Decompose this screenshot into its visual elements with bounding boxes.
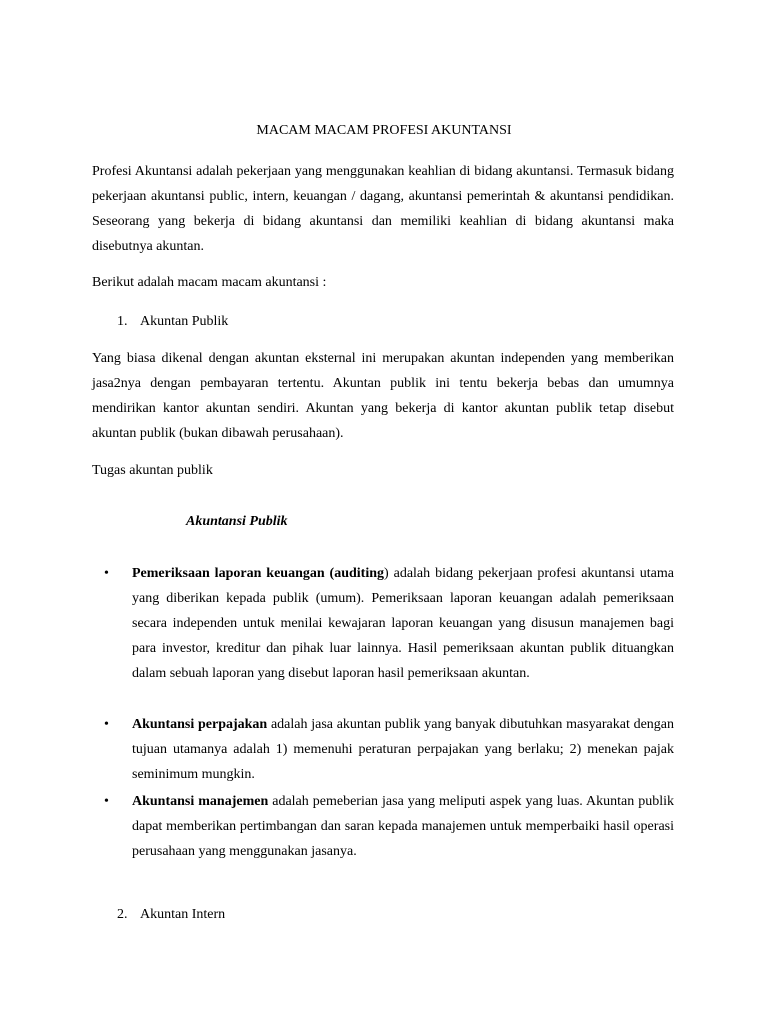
bullet-text [132, 789, 674, 864]
bullet-item-manajemen [104, 789, 674, 864]
bullet-description: ) adalah bidang pekerjaan profesi akuntansi utama yang diberikan kepada publik (umum). Pemeriksaan laporan keuangan adalah pemeriksaan secara independen untuk menilai kewajaran laporan keuangan yang disusun manajemen bagi para investor, kreditur dan pihak luar lainnya. Hasil pemeriksaan akuntan publik dituangkan dalam sebuah laporan yang disebut laporan hasil pemeriksaan akuntan. [132, 566, 674, 681]
bullet-icon: • [104, 566, 109, 581]
bullet-icon: • [104, 717, 109, 732]
bullet-icon: • [104, 794, 109, 809]
bullet-description: adalah pemeberian jasa yang meliputi aspek yang luas. Akuntan publik dapat memberikan pertimbangan dan saran kepada manajemen untuk memperbaiki hasil operasi perusahaan yang menggunakan jasanya. [132, 794, 674, 859]
list-intro-text: Berikut adalah macam macam akuntansi : [92, 275, 327, 290]
document-title [0, 123, 768, 139]
bullet-item-auditing [104, 561, 674, 686]
bullet-term: Pemeriksaan laporan keuangan (auditing [132, 566, 385, 581]
bullet-item-perpajakan [104, 712, 674, 787]
akuntan-publik-description: Yang biasa dikenal dengan akuntan eksternal ini merupakan akuntan independen yang memberikan jasa2nya dengan pembayaran tertentu. Akuntan publik ini tentu bekerja bebas dan umumnya mendirikan kantor akuntan sendiri. Akuntan yang bekerja di kantor akuntan publik tetap disebut akuntan publik (bukan dibawah perusahaan). [92, 351, 674, 441]
intro-paragraph: Profesi Akuntansi adalah pekerjaan yang menggunakan keahlian di bidang akuntansi. Termasuk bidang pekerjaan akuntansi public, intern, keuangan / dagang, akuntansi pemerintah & akuntansi pendidikan. Seseorang yang bekerja di bidang akuntansi dan memiliki keahlian di bidang akuntansi maka disebutnya akuntan. [92, 164, 674, 254]
document-title-text: MACAM MACAM PROFESI AKUNTANSI [256, 123, 512, 138]
bullet-description: adalah jasa akuntan publik yang banyak dibutuhkan masyarakat dengan tujuan utamanya adalah 1) memenuhi peraturan perpajakan yang berlaku; 2) menekan pajak seminimum mungkin. [132, 717, 675, 782]
bullet-term: Akuntansi perpajakan [132, 717, 268, 732]
bullet-text [132, 561, 674, 686]
bullet-term: Akuntansi manajemen [132, 794, 269, 809]
tasks-label: Tugas akuntan publik [92, 463, 213, 478]
section-heading-akuntan-publik [117, 312, 228, 332]
section-heading-text: Akuntan Intern [140, 907, 226, 922]
section-heading-text: Akuntan Publik [140, 314, 229, 329]
bullet-text [132, 712, 674, 787]
section-number: 1. [117, 314, 128, 329]
subheading-akuntansi-publik: Akuntansi Publik [186, 514, 288, 529]
section-heading-akuntan-intern [117, 905, 225, 925]
section-number: 2. [117, 907, 128, 922]
